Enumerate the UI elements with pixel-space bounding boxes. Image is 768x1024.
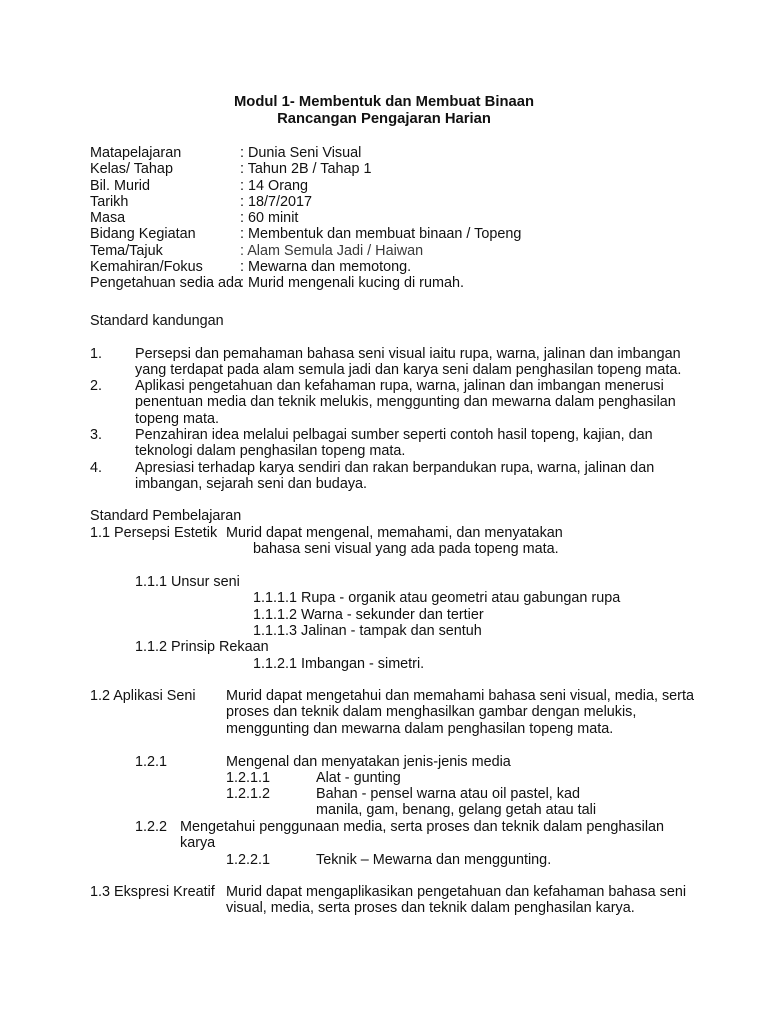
info-row-students	[90, 178, 690, 194]
info-value: : Murid mengenali kucing di rumah.	[240, 275, 464, 292]
info-row-class	[90, 161, 690, 177]
learning-standard-1-3-text	[226, 884, 686, 917]
learning-standard-1-2-2-1-text: Teknik – Mewarna dan menggunting.	[316, 852, 552, 868]
lesson-info	[90, 145, 690, 292]
learning-standard-1-2-1-1-text: Alat - gunting	[316, 770, 401, 786]
info-label: Pengetahuan sedia ada	[90, 275, 243, 292]
info-row-skill	[90, 259, 690, 275]
document-title: Modul 1- Membentuk dan Membuat Binaan	[233, 94, 535, 110]
content-standard-item-3	[90, 427, 653, 460]
item-number: 4.	[90, 460, 103, 476]
info-label: Bidang Kegiatan	[90, 226, 196, 243]
info-row-theme	[90, 243, 690, 259]
standard-line: Murid dapat mengetahui dan memahami bahasa seni visual, media, serta	[226, 688, 694, 704]
learning-standard-1-2-2-1-number: 1.2.2.1	[226, 852, 271, 868]
info-row-time	[90, 210, 690, 226]
item-line: topeng mata.	[135, 410, 220, 427]
learning-standard-1-2-1-2-text	[316, 786, 596, 819]
learning-standard-1-2-text	[226, 688, 694, 737]
learning-standard-1-1-text	[226, 525, 563, 558]
learning-standard-1-2-2-number: 1.2.2	[135, 819, 168, 835]
info-value: : Alam Semula Jadi / Haiwan	[240, 242, 424, 259]
info-value: : Mewarna dan memotong.	[240, 259, 412, 276]
learning-standard-1-1-1: 1.1.1 Unsur seni	[135, 574, 240, 590]
standard-line: menggunting dan mewarna dalam penghasilan topeng mata.	[226, 720, 614, 737]
item-line: penentuan media dan teknik melukis, menggunting dan mewarna dalam penghasilan	[135, 394, 676, 411]
item-line: imbangan, sejarah seni dan budaya.	[135, 476, 368, 493]
info-label: Tarikh	[90, 193, 129, 210]
info-label: Bil. Murid	[90, 177, 150, 194]
item-line: Penzahiran idea melalui pelbagai sumber seperti contoh hasil topeng, kajian, dan	[135, 427, 653, 443]
learning-standard-1-2-2-text	[180, 819, 664, 852]
info-value: : Dunia Seni Visual	[240, 145, 362, 161]
standard-line: visual, media, serta proses dan teknik dalam penghasilan karya.	[226, 900, 635, 917]
standard-line: proses dan teknik dalam menghasilkan gambar dengan melukis,	[226, 704, 637, 721]
standard-line: bahasa seni visual yang ada pada topeng mata.	[253, 541, 559, 558]
info-value: : Tahun 2B / Tahap 1	[240, 161, 372, 178]
learning-standard-1-2-1-1-number: 1.2.1.1	[226, 770, 271, 786]
info-value: : 14 Orang	[240, 177, 308, 194]
info-value: : 60 minit	[240, 210, 299, 227]
learning-standard-1-1-1-2: 1.1.1.2 Warna - sekunder dan tertier	[253, 607, 484, 623]
item-line: Apresiasi terhadap karya sendiri dan rakan berpandukan rupa, warna, jalinan dan	[135, 460, 655, 476]
info-label: Kemahiran/Fokus	[90, 259, 203, 276]
learning-standard-1-2-1-text: Mengenal dan menyatakan jenis-jenis media	[226, 754, 511, 770]
learning-standard-1-1-2-1: 1.1.2.1 Imbangan - simetri.	[253, 656, 425, 672]
learning-standard-1-1-label: 1.1 Persepsi Estetik	[90, 525, 218, 541]
info-label: Matapelajaran	[90, 145, 182, 161]
standard-line: Murid dapat mengenal, memahami, dan menyatakan	[226, 525, 563, 541]
item-line: Aplikasi pengetahuan dan kefahaman rupa, warna, jalinan dan imbangan menerusi	[135, 378, 664, 394]
item-line: Persepsi dan pemahaman bahasa seni visual iaitu rupa, warna, jalinan dan imbangan	[135, 346, 681, 362]
info-value: : 18/7/2017	[240, 193, 313, 210]
learning-standard-1-1-1-3: 1.1.1.3 Jalinan - tampak dan sentuh	[253, 623, 482, 639]
info-row-date	[90, 194, 690, 210]
standard-line: manila, gam, benang, gelang getah atau tali	[316, 802, 597, 819]
standard-line: Mengetahui penggunaan media, serta proses dan teknik dalam penghasilan	[180, 819, 665, 835]
standard-line: Bahan - pensel warna atau oil pastel, kad	[316, 786, 580, 802]
document-subtitle: Rancangan Pengajaran Harian	[277, 111, 491, 127]
item-number: 2.	[90, 378, 103, 394]
learning-standard-1-2-1-number: 1.2.1	[135, 754, 168, 770]
content-standard-item-4	[90, 460, 654, 493]
standard-line: Murid dapat mengaplikasikan pengetahuan dan kefahaman bahasa seni	[226, 884, 687, 900]
content-standard-heading: Standard kandungan	[90, 313, 224, 329]
item-text	[135, 346, 681, 379]
info-label: Kelas/ Tahap	[90, 161, 173, 178]
item-text	[135, 378, 676, 427]
item-text	[135, 427, 653, 460]
info-row-field	[90, 226, 690, 242]
info-label: Tema/Tajuk	[90, 242, 163, 259]
info-label: Masa	[90, 210, 126, 227]
item-line: yang terdapat pada alam semula jadi dan karya seni dalam penghasilan topeng mata.	[135, 362, 682, 379]
content-standard-item-2	[90, 378, 676, 427]
learning-standard-1-1-2: 1.1.2 Prinsip Rekaan	[135, 639, 269, 655]
item-text	[135, 460, 654, 493]
info-row-subject	[90, 145, 690, 161]
learning-standard-heading: Standard Pembelajaran	[90, 508, 242, 524]
learning-standard-1-1-1-1: 1.1.1.1 Rupa - organik atau geometri atau gabungan rupa	[253, 590, 621, 606]
standard-line: karya	[180, 835, 216, 852]
item-number: 1.	[90, 346, 103, 362]
learning-standard-1-2-1-2-number: 1.2.1.2	[226, 786, 271, 802]
item-number: 3.	[90, 427, 103, 443]
info-row-prior	[90, 275, 690, 291]
item-line: teknologi dalam penghasilan topeng mata.	[135, 443, 406, 460]
info-value: : Membentuk dan membuat binaan / Topeng	[240, 226, 522, 243]
learning-standard-1-3-label: 1.3 Ekspresi Kreatif	[90, 884, 215, 900]
learning-standard-1-2-label: 1.2 Aplikasi Seni	[90, 688, 196, 704]
content-standard-item-1	[90, 346, 681, 379]
